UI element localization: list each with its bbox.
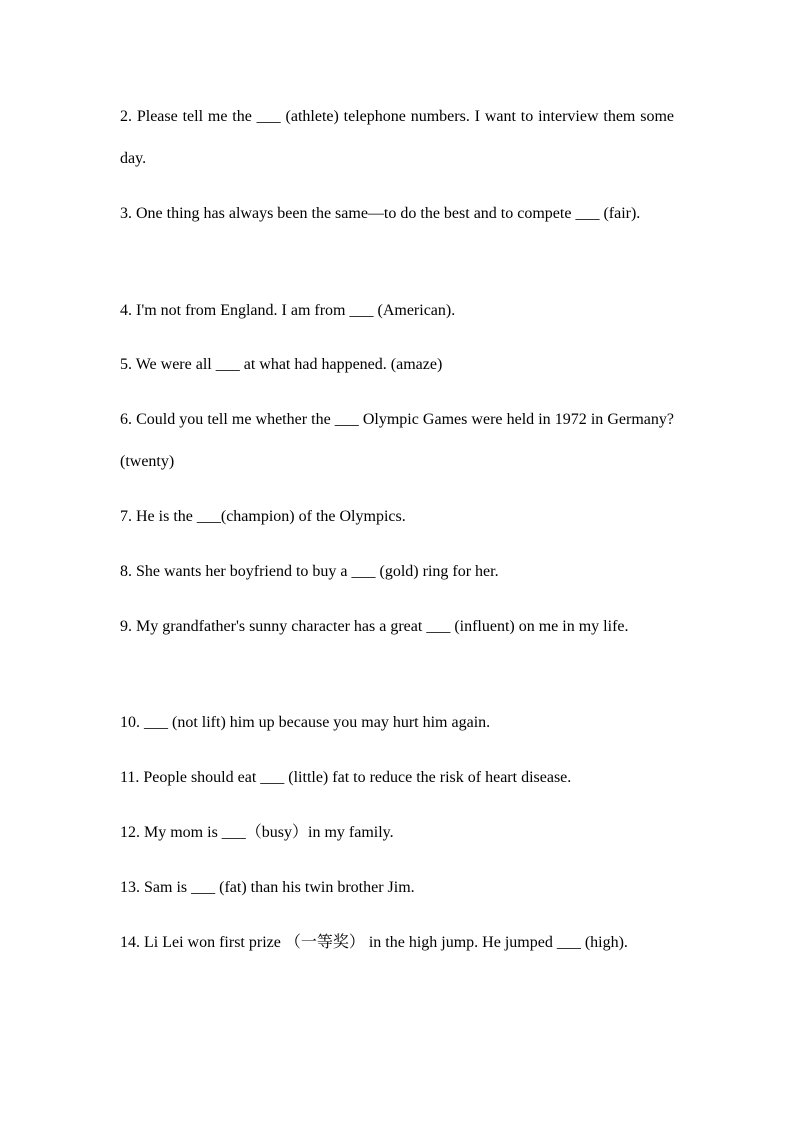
- question-3: 3. One thing has always been the same—to do the best and to compete ___ (fair).: [120, 205, 641, 222]
- question-13: 13. Sam is ___ (fat) than his twin brother Jim.: [120, 879, 415, 896]
- question-14: 14. Li Lei won first prize （一等奖） in the high jump. He jumped ___ (high).: [120, 934, 628, 951]
- question-7: 7. He is the ___(champion) of the Olympics.: [120, 508, 406, 525]
- question-6: 6. Could you tell me whether the ___ Olympic Games were held in 1972 in Germany? (twenty): [120, 411, 674, 470]
- question-4: 4. I'm not from England. I am from ___ (American).: [120, 302, 456, 319]
- question-2: 2. Please tell me the ___ (athlete) telephone numbers. I want to interview them some day.: [120, 108, 674, 167]
- question-12: 12. My mom is ___（busy）in my family.: [120, 824, 394, 841]
- question-11: 11. People should eat ___ (little) fat to reduce the risk of heart disease.: [120, 769, 572, 786]
- question-9: 9. My grandfather's sunny character has a great ___ (influent) on me in my life.: [120, 618, 629, 635]
- question-8: 8. She wants her boyfriend to buy a ___ (gold) ring for her.: [120, 563, 499, 580]
- question-10: 10. ___ (not lift) him up because you may hurt him again.: [120, 714, 491, 731]
- question-5: 5. We were all ___ at what had happened. (amaze): [120, 356, 443, 373]
